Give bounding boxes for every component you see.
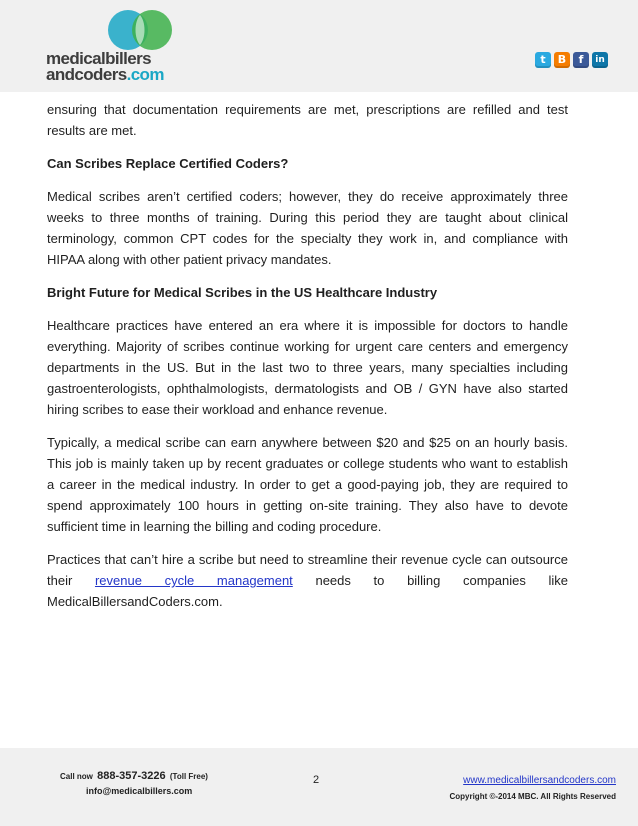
page-footer [0, 748, 638, 826]
logo-text-line2 [46, 66, 164, 84]
logo-text-tld: .com [126, 65, 164, 84]
section-heading-scribes-coders: Can Scribes Replace Certified Coders? [47, 156, 289, 171]
footer-contact [60, 770, 230, 796]
logo-text-line1: medicalbillers [46, 49, 151, 68]
outsourcing-text-start: Practices that can’t hire a scribe but need to streamline their revenue cycle can outsource their [47, 552, 568, 588]
footer-email[interactable]: info@medicalbillers.com [86, 786, 193, 796]
paragraph-training: Medical scribes aren’t certified coders; however, they do receive approximately three weeks to three months of training. During this period they are taught about clinical terminology, common CPT codes for the specialty they work in, and compliance with HIPAA along with other patient privacy mandates. [47, 189, 568, 267]
phone-number[interactable]: 888-357-3226 [97, 770, 166, 782]
paragraph-earnings: Typically, a medical scribe can earn anywhere between $20 and $25 on an hourly basis. This job is mainly taken up by recent graduates or college students who want to establish a career in the medical industry. In order to get a good-paying job, they are required to spend approximately 100 hours in getting on-site training. They also have to devote sufficient time in learning the billing and coding procedure. [47, 435, 568, 534]
website-link[interactable]: www.medicalbillersandcoders.com [463, 775, 616, 786]
social-links [535, 52, 608, 68]
revenue-cycle-management-link[interactable]: revenue cycle management [94, 573, 293, 588]
paragraph-outsourcing [47, 549, 568, 612]
blogger-icon[interactable]: B [554, 52, 570, 68]
twitter-icon[interactable]: t [535, 52, 551, 68]
brand-logo[interactable] [42, 8, 192, 88]
facebook-icon[interactable]: f [573, 52, 589, 68]
linkedin-icon[interactable]: in [592, 52, 608, 68]
logo-text-main: andcoders [46, 65, 127, 84]
call-now-label: Call now [60, 772, 93, 781]
toll-free-label: (Toll Free) [169, 772, 208, 781]
section-heading-bright-future: Bright Future for Medical Scribes in the US Healthcare Industry [47, 285, 438, 300]
article-body [47, 99, 568, 624]
logo-mark-icon [100, 8, 178, 54]
copyright-text: Copyright ©-2014 MBC. All Rights Reserved [449, 792, 616, 801]
page-number: 2 [313, 774, 320, 786]
footer-site-info [449, 770, 616, 801]
paragraph-healthcare-practices: Healthcare practices have entered an era where it is impossible for doctors to handle everything. Majority of scribes continue working for urgent care centers and emergency departments in the US. But in the last two to three years, many specialties including gastroenterologists, ophthalmologists, dermatologists and OB / GYN have also started hiring scribes to ease their workload and enhance revenue. [47, 318, 568, 417]
outsourcing-text-end: needs to billing companies like MedicalBillersandCoders.com. [47, 573, 569, 609]
paragraph-continuation: ensuring that documentation requirements are met, prescriptions are refilled and test results are met. [47, 102, 568, 138]
page-header [0, 0, 638, 92]
footer-phone-row [60, 770, 230, 782]
